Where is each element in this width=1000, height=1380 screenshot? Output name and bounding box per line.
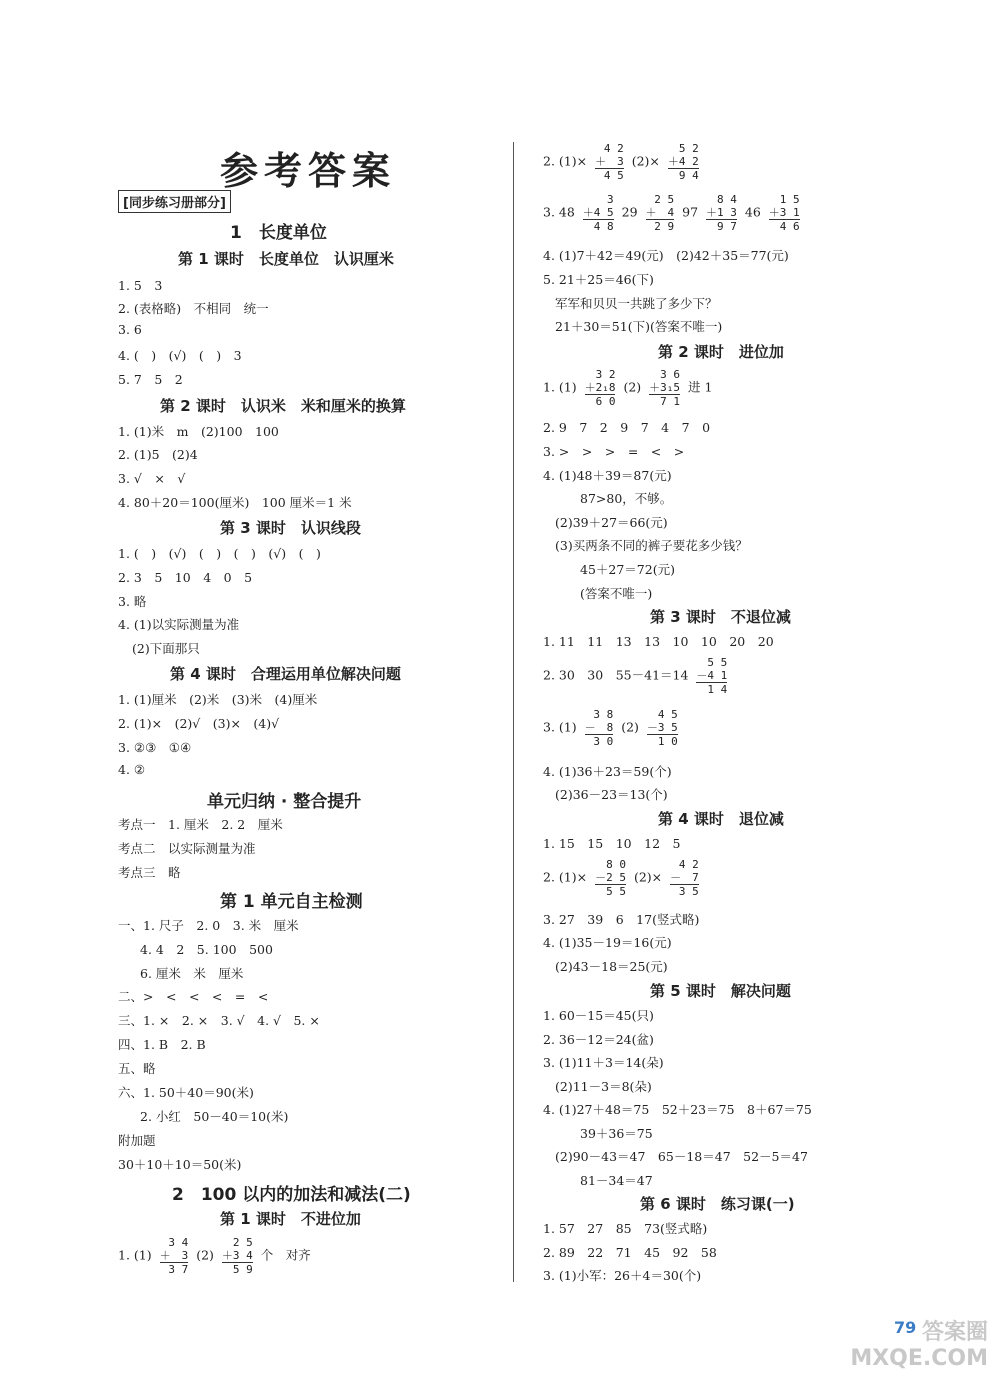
answer-line: 3. (1)小军：26＋4＝30(个) (543, 1268, 702, 1283)
page-number: 79 (894, 1318, 917, 1337)
answer-line: (2)11－3＝8(朵) (555, 1079, 652, 1094)
answer-line: 4. (1)7＋42＝49(元) (2)42＋35＝77(元) (543, 248, 789, 263)
section-heading: 第 1 单元自主检测 (220, 892, 363, 912)
answer-line: 1. 15 15 10 12 5 (543, 836, 681, 851)
answer-line: 3. ②③ ①④ (118, 740, 192, 755)
answer-line: 考点一 1. 厘米 2. 2 厘米 (118, 817, 283, 832)
vertical-calc: 2 5 ＋3 4 5 9 (221, 1236, 253, 1276)
answer-line: 四、1. B 2. B (118, 1037, 206, 1052)
answer-line: 3. 略 (118, 594, 147, 609)
unit-heading: 2 100 以内的加法和减法(二) (172, 1185, 411, 1205)
lesson-heading: 第 4 课时 退位减 (658, 810, 784, 828)
answer-line: 2. 36－12＝24(盆) (543, 1032, 654, 1047)
answer-line: 3. 48 3 ＋4 5 4 8 29 2 5 ＋ 4 2 9 97 8 4 ＋1 3 9 7 46 1 5 ＋3 1 4 6 (543, 193, 800, 233)
vertical-calc: 4 5 －3 5 1 0 (646, 708, 678, 748)
answer-line: 3. 6 (118, 322, 142, 337)
section-tag: [同步练习册部分] (118, 190, 231, 213)
answer-line: 39＋36＝75 (580, 1126, 653, 1141)
answer-line: 3. > > > = < > (543, 444, 685, 459)
vertical-calc: 3 4 ＋ 3 3 7 (159, 1236, 189, 1276)
answer-line: 1. ( ) (√) ( ) ( ) (√) ( ) (118, 546, 321, 561)
lesson-heading: 第 1 课时 长度单位 认识厘米 (178, 250, 394, 268)
vertical-calc: 3 6 ＋3₁5 7 1 (649, 368, 681, 408)
answer-text: (2) (196, 1247, 214, 1263)
answer-line: 1. 5 3 (118, 278, 163, 293)
answer-line: 4. (1)36＋23＝59(个) (543, 764, 672, 779)
answer-line: 5. 21＋25＝46(下) (543, 272, 654, 287)
answer-line: 2. (1)× 4 2 ＋ 3 4 5 (2)× 5 2 ＋4 2 9 4 (543, 142, 699, 182)
watermark-logo-text: 答案圈 (921, 1320, 988, 1345)
vertical-calc: 4 2 － 7 3 5 (670, 858, 699, 898)
watermark (850, 1320, 988, 1372)
answer-line: 87>80，不够。 (580, 491, 673, 506)
answer-text: 1. (1) (118, 1247, 152, 1263)
answer-line: 考点三 略 (118, 865, 181, 880)
vertical-calc: 2 5 ＋ 4 2 9 (645, 193, 675, 233)
answer-line: 2. 3 5 10 4 0 5 (118, 570, 253, 585)
page-title: 参考答案 (220, 148, 397, 193)
answer-line: 六、1. 50＋40＝90(米) (118, 1085, 254, 1100)
answer-line: 4. 4 2 5. 100 500 (140, 942, 273, 957)
answer-line: 4. (1)35－19＝16(元) (543, 935, 672, 950)
unit-heading: 1 长度单位 (230, 223, 327, 243)
answer-line: 考点二 以实际测量为准 (118, 841, 256, 856)
vertical-calc: 8 4 ＋1 3 9 7 (706, 193, 737, 233)
answer-line: 1. 57 27 85 73(竖式略) (543, 1221, 708, 1236)
vertical-calc: 3 2 ＋2₁8 6 0 (584, 368, 616, 408)
answer-line: 3. (1) 3 8 － 8 3 0 (2) 4 5 －3 5 1 0 (543, 708, 678, 748)
answer-line: 1. (1)厘米 (2)米 (3)米 (4)厘米 (118, 692, 318, 707)
answer-line: 3. 27 39 6 17(竖式略) (543, 912, 700, 927)
vertical-calc: 3 8 － 8 3 0 (584, 708, 614, 748)
answer-line: 1. 60－15＝45(只) (543, 1008, 654, 1023)
answer-line: 2. (1)× (2)√ (3)× (4)√ (118, 716, 280, 731)
answer-line: 2. (1)× 8 0 －2 5 5 5 (2)× 4 2 － 7 3 5 (543, 858, 699, 898)
answer-line: 5. 7 5 2 (118, 372, 183, 387)
answer-line: 2. 9 7 2 9 7 4 7 0 (543, 420, 711, 435)
answer-line: (3)买两条不同的裤子要花多少钱？ (555, 538, 748, 553)
answer-line: (2)90－43＝47 65－18＝47 52－5＝47 (555, 1149, 808, 1164)
answer-line: 1. (1) 3 2 ＋2₁8 6 0 (2) 3 6 ＋3₁5 7 1 进 1 (543, 368, 713, 408)
answer-line: 三、1. × 2. × 3. √ 4. √ 5. × (118, 1013, 320, 1028)
answer-line: 4. ② (118, 762, 146, 777)
lesson-heading: 第 2 课时 认识米 米和厘米的换算 (160, 397, 406, 415)
answer-line (118, 1236, 311, 1276)
answer-line: 4. ( ) (√) ( ) 3 (118, 348, 242, 363)
answer-line: 30＋10＋10＝50(米) (118, 1157, 242, 1172)
answer-line: (答案不唯一) (580, 586, 653, 601)
answer-line: (2)36－23＝13(个) (555, 787, 668, 802)
vertical-calc: 8 0 －2 5 5 5 (595, 858, 626, 898)
lesson-heading: 第 4 课时 合理运用单位解决问题 (170, 665, 401, 683)
answer-line: (2)43－18＝25(元) (555, 959, 668, 974)
answer-line: 4. (1)48＋39＝87(元) (543, 468, 672, 483)
answer-line: 1. (1)米 m (2)100 100 (118, 424, 279, 439)
section-heading: 单元归纳 · 整合提升 (207, 792, 362, 812)
answer-line: 45＋27＝72(元) (580, 562, 675, 577)
answer-line: 81－34＝47 (580, 1173, 653, 1188)
answer-line: 五、略 (118, 1061, 156, 1076)
lesson-heading: 第 3 课时 认识线段 (220, 519, 361, 537)
answer-line: (2)39＋27＝66(元) (555, 515, 668, 530)
answer-text: 个 对齐 (260, 1247, 311, 1263)
answer-line: 一、1. 尺子 2. 0 3. 米 厘米 (118, 918, 299, 933)
answer-line: 4. (1)27＋48＝75 52＋23＝75 8＋67＝75 (543, 1102, 812, 1117)
vertical-calc: 5 2 ＋4 2 9 4 (667, 142, 699, 182)
answer-line: 1. 11 11 13 13 10 10 20 20 (543, 634, 774, 649)
answer-line: 二、> < < < = < (118, 989, 269, 1004)
answer-line: 2. 小红 50－40＝10(米) (140, 1109, 289, 1124)
answer-line: 2. (表格略) 不相同 统一 (118, 301, 269, 316)
answer-line: 3. √ × √ (118, 471, 186, 486)
vertical-calc: 5 5 －4 1 1 4 (696, 656, 728, 696)
answer-line: 6. 厘米 米 厘米 (140, 966, 244, 981)
answer-line: 2. 89 22 71 45 92 58 (543, 1245, 717, 1260)
answer-line: 4. 80＋20＝100(厘米) 100 厘米＝1 米 (118, 495, 352, 510)
vertical-calc: 1 5 ＋3 1 4 6 (768, 193, 800, 233)
answer-line: 2. 30 30 55－41＝14 5 5 －4 1 1 4 (543, 656, 728, 696)
lesson-heading: 第 5 课时 解决问题 (650, 982, 791, 1000)
lesson-heading: 第 2 课时 进位加 (658, 343, 784, 361)
answer-line: 附加题 (118, 1133, 156, 1148)
answer-line: 2. (1)5 (2)4 (118, 447, 198, 462)
answer-line: 军军和贝贝一共跳了多少下？ (555, 296, 718, 311)
answer-line: 4. (1)以实际测量为准 (118, 617, 240, 632)
lesson-heading: 第 6 课时 练习课(一) (640, 1195, 795, 1213)
answer-line: 3. (1)11＋3＝14(朵) (543, 1055, 664, 1070)
answer-line: 21＋30＝51(下)(答案不唯一) (555, 319, 723, 334)
vertical-calc: 3 ＋4 5 4 8 (582, 193, 614, 233)
answer-line: (2)下面那只 (132, 641, 200, 656)
vertical-calc: 4 2 ＋ 3 4 5 (595, 142, 624, 182)
column-divider (513, 142, 514, 1282)
lesson-heading: 第 3 课时 不退位减 (650, 608, 791, 626)
watermark-url: MXQE.COM (850, 1346, 988, 1371)
lesson-heading: 第 1 课时 不进位加 (220, 1210, 361, 1228)
